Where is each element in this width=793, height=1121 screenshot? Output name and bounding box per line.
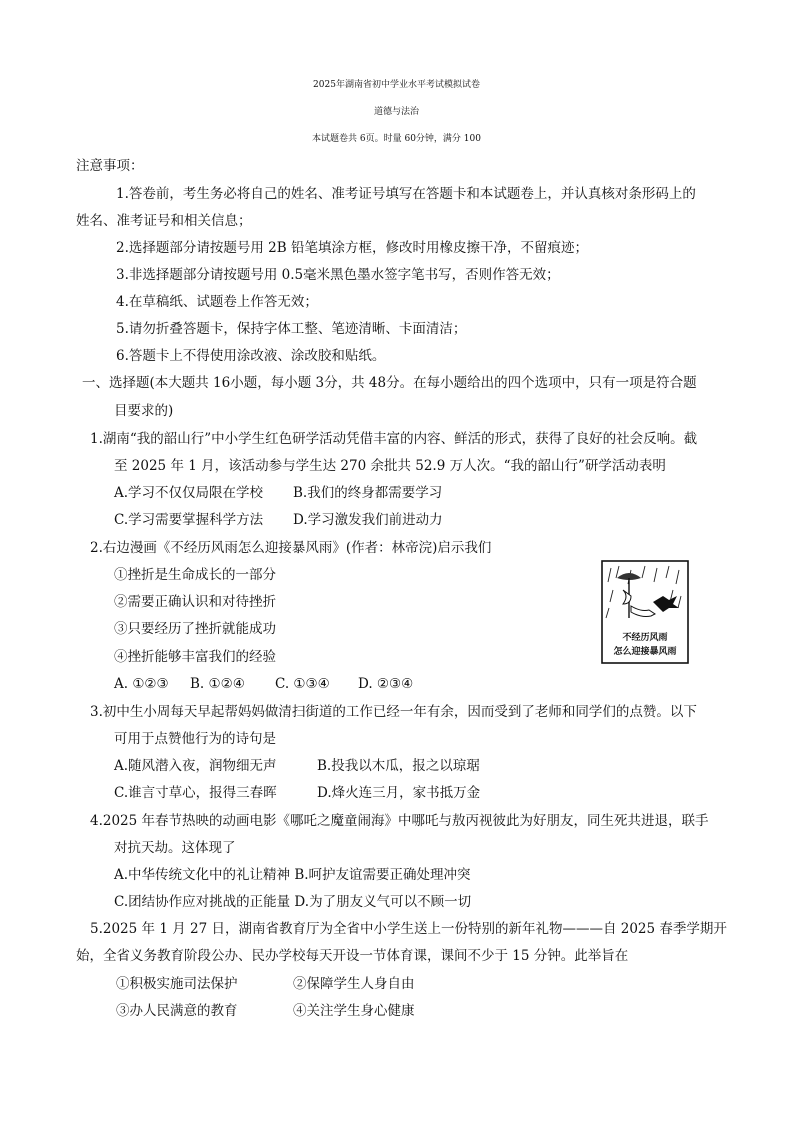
cartoon-image — [601, 560, 689, 664]
q2-statement-4: ④挫折能够丰富我们的经验 — [114, 649, 276, 665]
q5-stem: 5.2025 年 1 月 27 日，湖南省教育厅为全省中小学生送上一份特别的新年礼物———自 2025 春季学期开 — [90, 921, 727, 937]
q3-stem-cont: 可用于点赞他行为的诗句是 — [114, 731, 276, 747]
q3-stem: 3.初中生小周每天早起帮妈妈做清扫街道的工作已经一年有余，因而受到了老师和同学们的点赞。以下 — [90, 704, 697, 720]
q2-statement-2: ②需要正确认识和对待挫折 — [114, 594, 276, 610]
exam-info: 本试题卷共 6页。时量 60分钟，满分 100 — [312, 134, 481, 144]
cartoon-caption-line-1: 不经历风雨 — [622, 633, 668, 643]
note-item-1: 1.答卷前，考生务必将自己的姓名、准考证号填写在答题卡和本试题卷上，并认真核对条形码上的 — [116, 186, 696, 202]
q4-stem-cont: 对抗天劫。这体现了 — [114, 840, 236, 856]
q1-option-c: C.学习需要掌握科学方法 — [114, 512, 264, 528]
q2-option-c: C. ①③④ — [275, 676, 330, 692]
note-item-3: 3.非选择题部分请按题号用 0.5毫米黑色墨水签字笔书写，否则作答无效； — [116, 267, 560, 283]
q2-statement-1: ①挫折是生命成长的一部分 — [114, 567, 276, 583]
note-item-6: 6.答题卡上不得使用涂改液、涂改胶和贴纸。 — [116, 348, 386, 364]
q2-option-a: A. ①②③ — [114, 676, 169, 692]
q5-statement-1: ①积极实施司法保护 — [116, 976, 238, 992]
q2-stem: 2.右边漫画《不经历风雨怎么迎接暴风雨》(作者：林帝浣)启示我们 — [90, 540, 492, 556]
q4-option-c-d: C.团结协作应对挑战的正能量 D.为了朋友义气可以不顾一切 — [114, 894, 472, 910]
note-item-4: 4.在草稿纸、试题卷上作答无效； — [116, 294, 318, 310]
q3-option-d: D.烽火连三月，家书抵万金 — [317, 785, 481, 801]
q1-option-d: D.学习激发我们前进动力 — [293, 512, 443, 528]
q2-option-b: B. ①②④ — [190, 676, 245, 692]
q3-option-b: B.投我以木瓜，报之以琼琚 — [317, 758, 480, 774]
q1-option-a: A.学习不仅仅局限在学校 — [114, 485, 264, 501]
q5-statement-4: ④关注学生身心健康 — [293, 1003, 415, 1019]
exam-title: 2025年湖南省初中学业水平考试模拟试卷 — [313, 80, 480, 90]
q2-statement-3: ③只要经历了挫折就能成功 — [114, 621, 276, 637]
notes-heading: 注意事项： — [76, 158, 144, 174]
q1-stem: 1.湖南“我的韶山行”中小学生红色研学活动凭借丰富的内容、鲜活的形式，获得了良好的社会反响。截 — [90, 431, 698, 447]
q4-stem: 4.2025 年春节热映的动画电影《哪吒之魔童闹海》中哪吒与敖丙视彼此为好朋友，同生死共进退，联手 — [90, 813, 709, 829]
subject-title: 道德与法治 — [373, 107, 419, 117]
q1-option-b: B.我们的终身都需要学习 — [293, 485, 443, 501]
q5-statement-3: ③办人民满意的教育 — [116, 1003, 238, 1019]
note-item-1-cont: 姓名、准考证号和相关信息； — [76, 213, 252, 229]
q3-option-a: A.随风潜入夜，润物细无声 — [114, 758, 277, 774]
note-item-2: 2.选择题部分请按题号用 2B 铅笔填涂方框，修改时用橡皮擦干净，不留痕迹； — [116, 240, 588, 256]
section-heading-cont: 目要求的) — [114, 403, 174, 419]
note-item-5: 5.请勿折叠答题卡，保持字体工整、笔迹清晰、卡面清洁； — [116, 321, 467, 337]
q4-option-a-b: A.中华传统文化中的礼让精神 B.呵护友谊需要正确处理冲突 — [114, 867, 471, 883]
cartoon-drawing — [601, 560, 689, 664]
q2-option-d: D. ②③④ — [358, 676, 414, 692]
q5-stem-cont: 始，全省义务教育阶段公办、民办学校每天开设一节体育课，课间不少于 15 分钟。此举旨在 — [76, 948, 629, 964]
section-heading: 一、选择题(本大题共 16小题，每小题 3分，共 48分。在每小题给出的四个选项中，只有一项是符合题 — [82, 375, 697, 391]
q5-statement-2: ②保障学生人身自由 — [293, 976, 415, 992]
q3-option-c: C.谁言寸草心，报得三春晖 — [114, 785, 277, 801]
cartoon-caption-line-2: 怎么迎接暴风雨 — [613, 647, 677, 657]
q1-stem-cont: 至 2025 年 1 月，该活动参与学生达 270 余批共 52.9 万人次。“我的韶山行”研学活动表明 — [114, 458, 666, 474]
